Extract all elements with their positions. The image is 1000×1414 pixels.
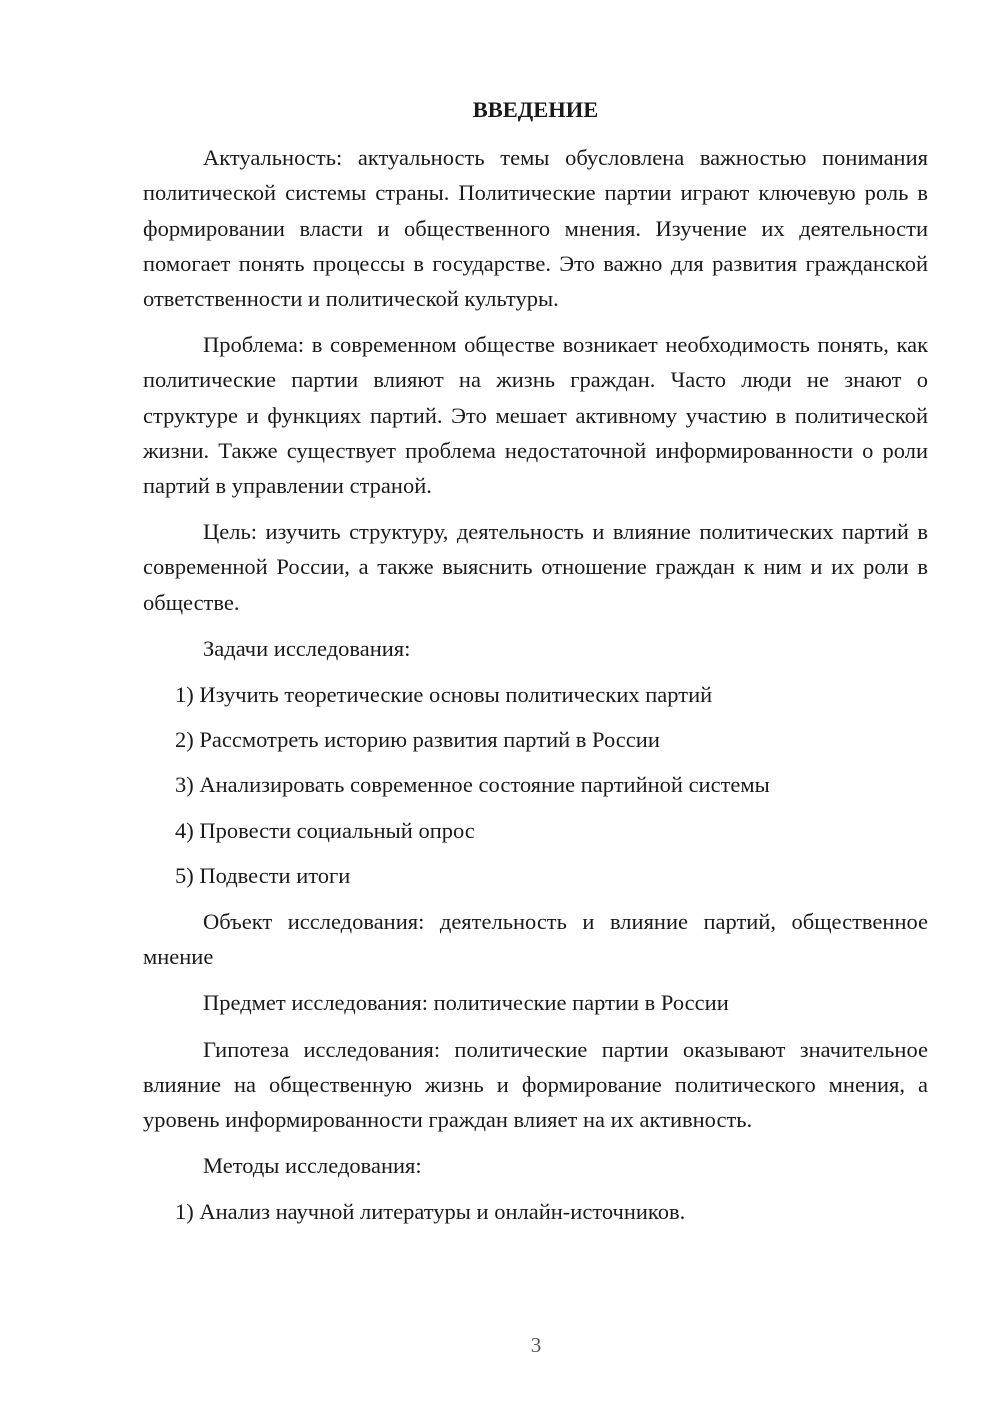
tasks-label: Задачи исследования: [203, 635, 411, 661]
paragraph-relevance: Актуальность: актуальность темы обусловлена важностью понимания политической системы страны. Политические партии играют ключевую роль в формировании власти и общественного мнения. Изучение их деятельности помогает понять процессы в государстве. Это важно для развития гражданской ответственности и политической культуры. [143, 145, 928, 312]
methods-label: Методы исследования: [203, 1153, 422, 1179]
tasks-list [143, 677, 928, 893]
methods-list [143, 1194, 928, 1229]
paragraph-subject: Предмет исследования: политические партии в России [203, 990, 729, 1016]
list-item: 1) Изучить теоретические основы политических партий [175, 682, 713, 708]
list-item: 4) Провести социальный опрос [175, 817, 475, 843]
list-item: 3) Анализировать современное состояние партийной системы [175, 772, 770, 798]
paragraph-hypothesis: Гипотеза исследования: политические партии оказывают значительное влияние на общественную жизнь и формирование политического мнения, а уровень информированности граждан влияет на их активность. [143, 1036, 928, 1133]
list-item: 1) Анализ научной литературы и онлайн-источников. [175, 1199, 686, 1225]
list-item: 5) Подвести итоги [175, 862, 351, 888]
list-item: 2) Рассмотреть историю развития партий в России [175, 727, 660, 753]
paragraph-object: Объект исследования: деятельность и влияние партий, общественное мнение [143, 909, 928, 970]
document-page [143, 92, 928, 1241]
paragraph-problem: Проблема: в современном обществе возникает необходимость понять, как политические партии влияют на жизнь граждан. Часто люди не знают о структуре и функциях партий. Это мешает активному участию в политической жизни. Также существует проблема недостаточной информированности о роли партий в управлении страной. [143, 332, 928, 499]
paragraph-goal: Цель: изучить структуру, деятельность и влияние политических партий в современной России, а также выяснить отношение граждан к ним и их роли в обществе. [143, 519, 928, 615]
page-number: 3 [530, 1333, 542, 1357]
section-heading: ВВЕДЕНИЕ [472, 97, 599, 122]
